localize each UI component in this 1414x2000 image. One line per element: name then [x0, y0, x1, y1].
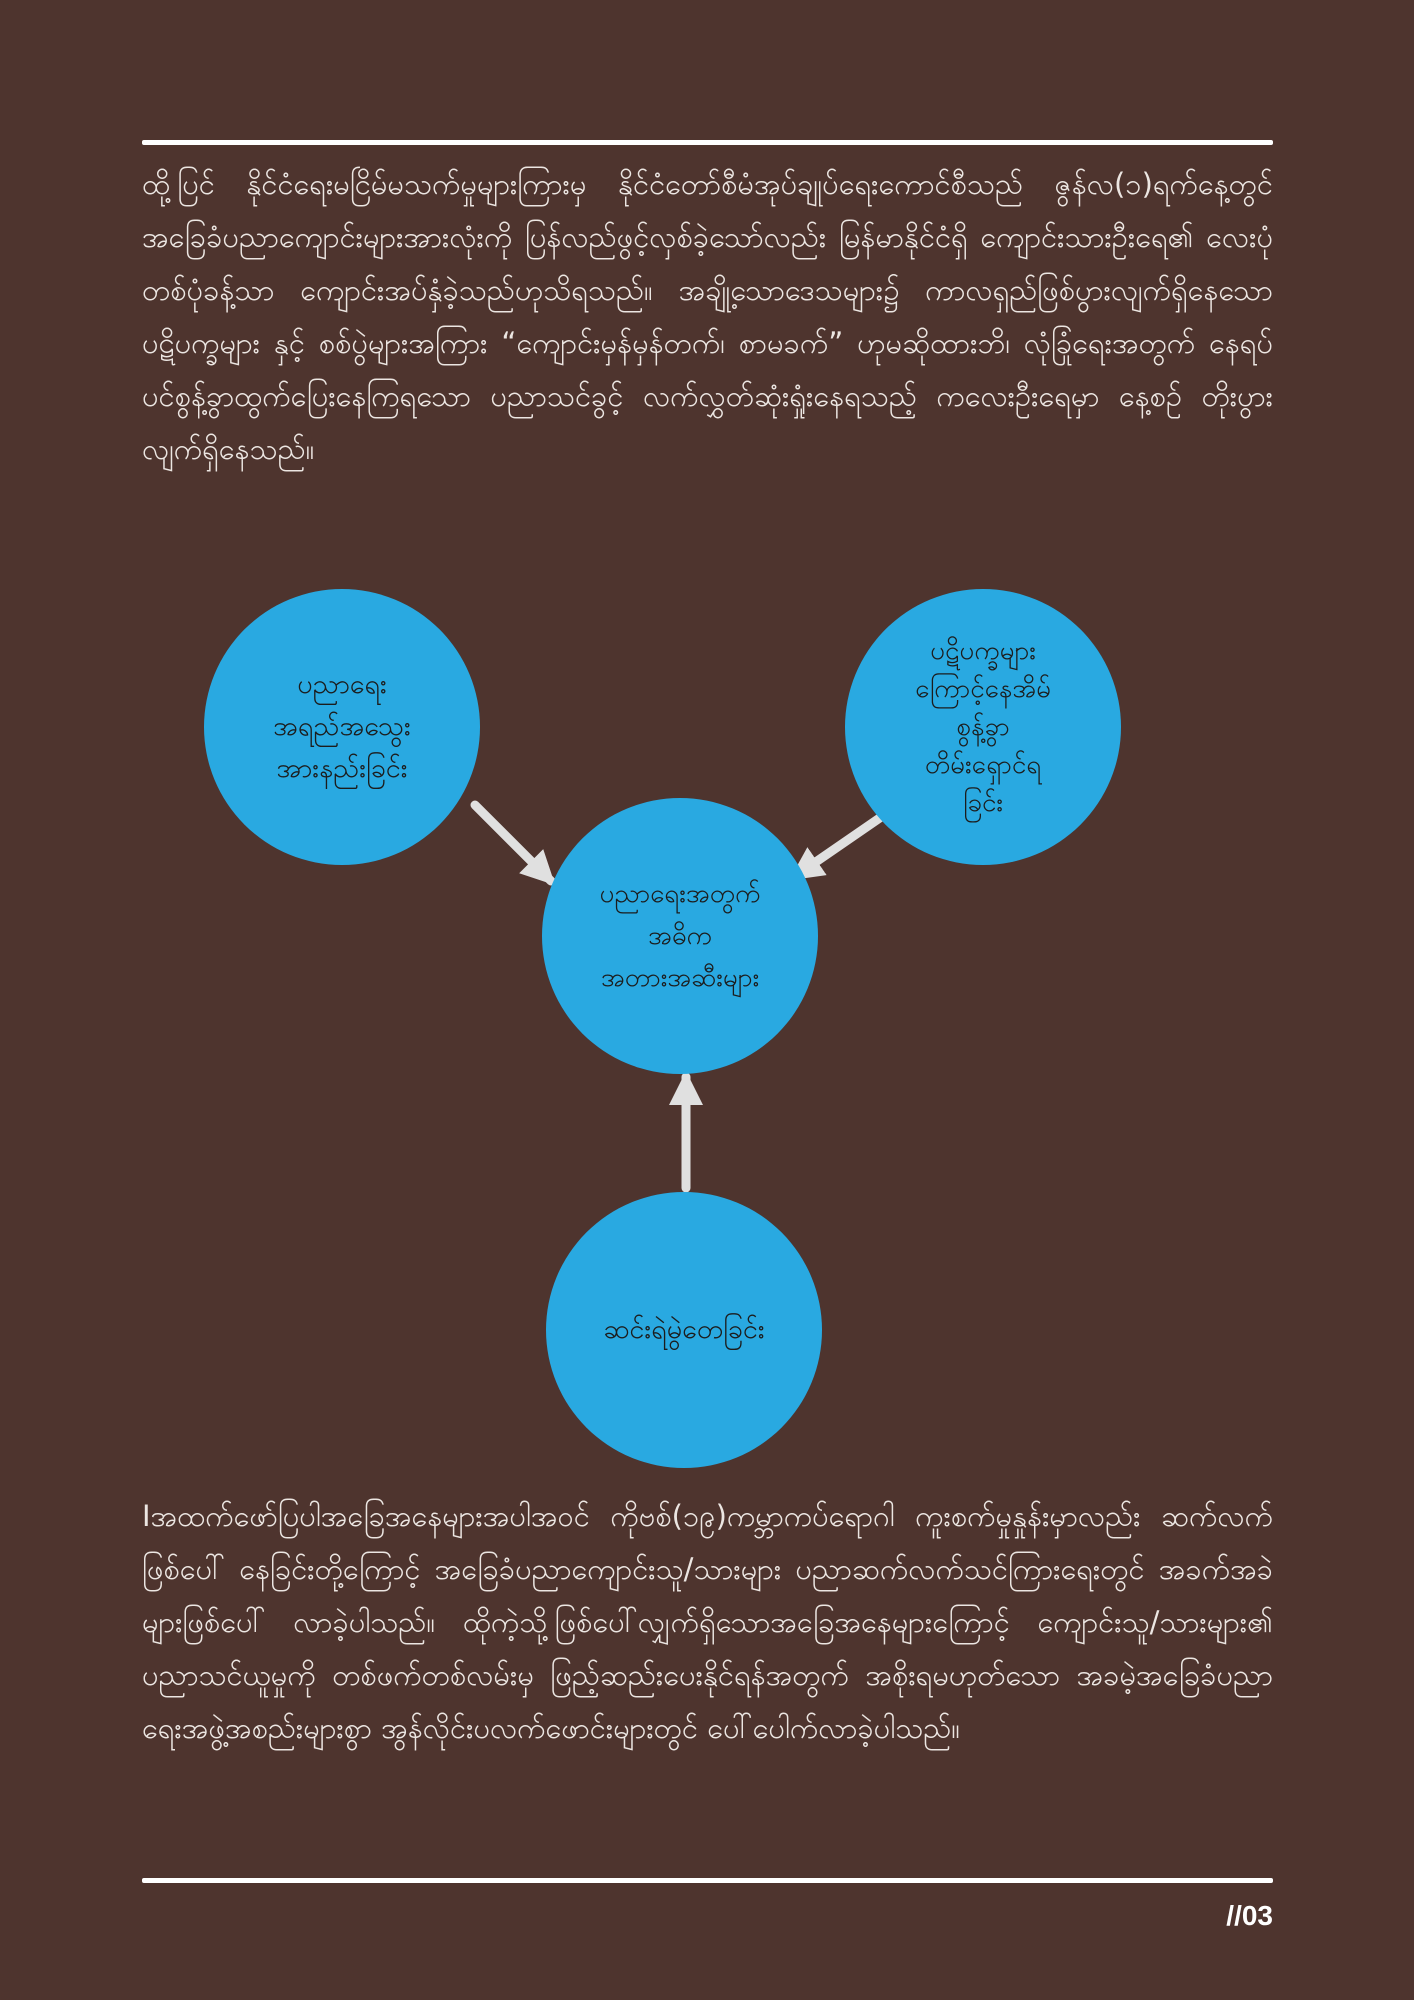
- intro-paragraph: ထို့ပြင် နိုင်ငံရေးမငြိမ်မသက်မှုများကြားမှ နိုင်ငံတော်စီမံအုပ်ချုပ်ရေးကောင်စီသည် ဇွန်လ(၁)ရက်နေ့တွင် အခြေခံပညာကျောင်းများအားလုံးကို ပြန်လည်ဖွင့်လှစ်ခဲ့သော်လည်း မြန်မာနိုင်ငံရှိ ကျောင်းသားဦးရေ၏ လေးပုံတစ်ပုံခန့်သာ ကျောင်းအပ်နှံခဲ့သည်ဟုသိရသည်။ အချို့သောဒေသများ၌ ကာလရှည်ဖြစ်ပွားလျက်ရှိနေသော ပဋိပက္ခများ နှင့် စစ်ပွဲများအကြား “ကျောင်းမှန်မှန်တက်၊ စာမခက်” ဟုမဆိုထားဘိ၊ လုံခြုံရေးအတွက် နေရပ်ပင်စွန့်ခွာထွက်ပြေးနေကြရသော ပညာသင်ခွင့် လက်လွှတ်ဆုံးရှုံးနေရသည့် ကလေးဦးရေမှာ နေ့စဉ် တိုးပွားလျက်ရှိနေသည်။: [142, 167, 1273, 466]
- bottom-divider: [142, 1878, 1273, 1883]
- circle-right-line-1: ပဋိပက္ခများ: [930, 636, 1036, 666]
- circle-conflict-displacement: [845, 589, 1121, 865]
- circle-left-line-2: အရည်အသွေး: [273, 711, 411, 742]
- circle-main-education-barriers: [542, 798, 818, 1074]
- circle-center-line-1: ပညာရေးအတွက်: [599, 879, 761, 909]
- circle-right-line-2: ကြောင့်နေအိမ်: [915, 674, 1051, 704]
- circle-right-line-4: တိမ်းရှောင်ရ: [924, 750, 1042, 780]
- top-divider: [142, 140, 1273, 145]
- arrow-left-to-center: [475, 805, 551, 881]
- circle-right-line-5: ခြင်း: [962, 788, 1003, 818]
- circle-left-line-3: အားနည်းခြင်း: [276, 753, 408, 784]
- circle-center-line-3: အတားအဆီးများ: [600, 963, 760, 993]
- circle-weak-education-quality: [204, 589, 480, 865]
- arrow-right-to-center: [794, 815, 884, 877]
- circle-bottom-line-1: ဆင်းရဲမွဲတေခြင်း: [603, 1314, 765, 1345]
- page-number: //03: [1226, 1900, 1273, 1931]
- circle-left-line-1: ပညာရေး: [297, 669, 387, 700]
- circle-right-line-3: စွန့်ခွာ: [956, 712, 1010, 742]
- circle-poverty: [546, 1192, 822, 1468]
- closing-paragraph: Iအထက်ဖော်ပြပါအခြေအနေများအပါအဝင် ကိုဗစ်(၁၉)ကမ္ဘာကပ်ရောဂါ ကူးစက်မှုနှုန်းမှာလည်း ဆက်လက်ဖြစ်ပေါ် နေခြင်းတို့ကြောင့် အခြေခံပညာကျောင်းသူ/သားများ ပညာဆက်လက်သင်ကြားရေးတွင် အခက်အခဲများဖြစ်ပေါ် လာခဲ့ပါသည်။ ထိုကဲ့သို့ဖြစ်ပေါ်လျှက်ရှိသောအခြေအနေများကြောင့် ကျောင်းသူ/သားများ၏ ပညာသင်ယူမှုကို တစ်ဖက်တစ်လမ်းမှ ဖြည့်ဆည်းပေးနိုင်ရန်အတွက် အစိုးရမဟုတ်သော အခမဲ့အခြေခံပညာရေးအဖွဲ့အစည်းများစွာ အွန်လိုင်းပလက်ဖောင်းများတွင် ပေါ်ပေါက်လာခဲ့ပါသည်။: [142, 1499, 1273, 1745]
- circle-center-line-2: အဓိက: [648, 921, 712, 951]
